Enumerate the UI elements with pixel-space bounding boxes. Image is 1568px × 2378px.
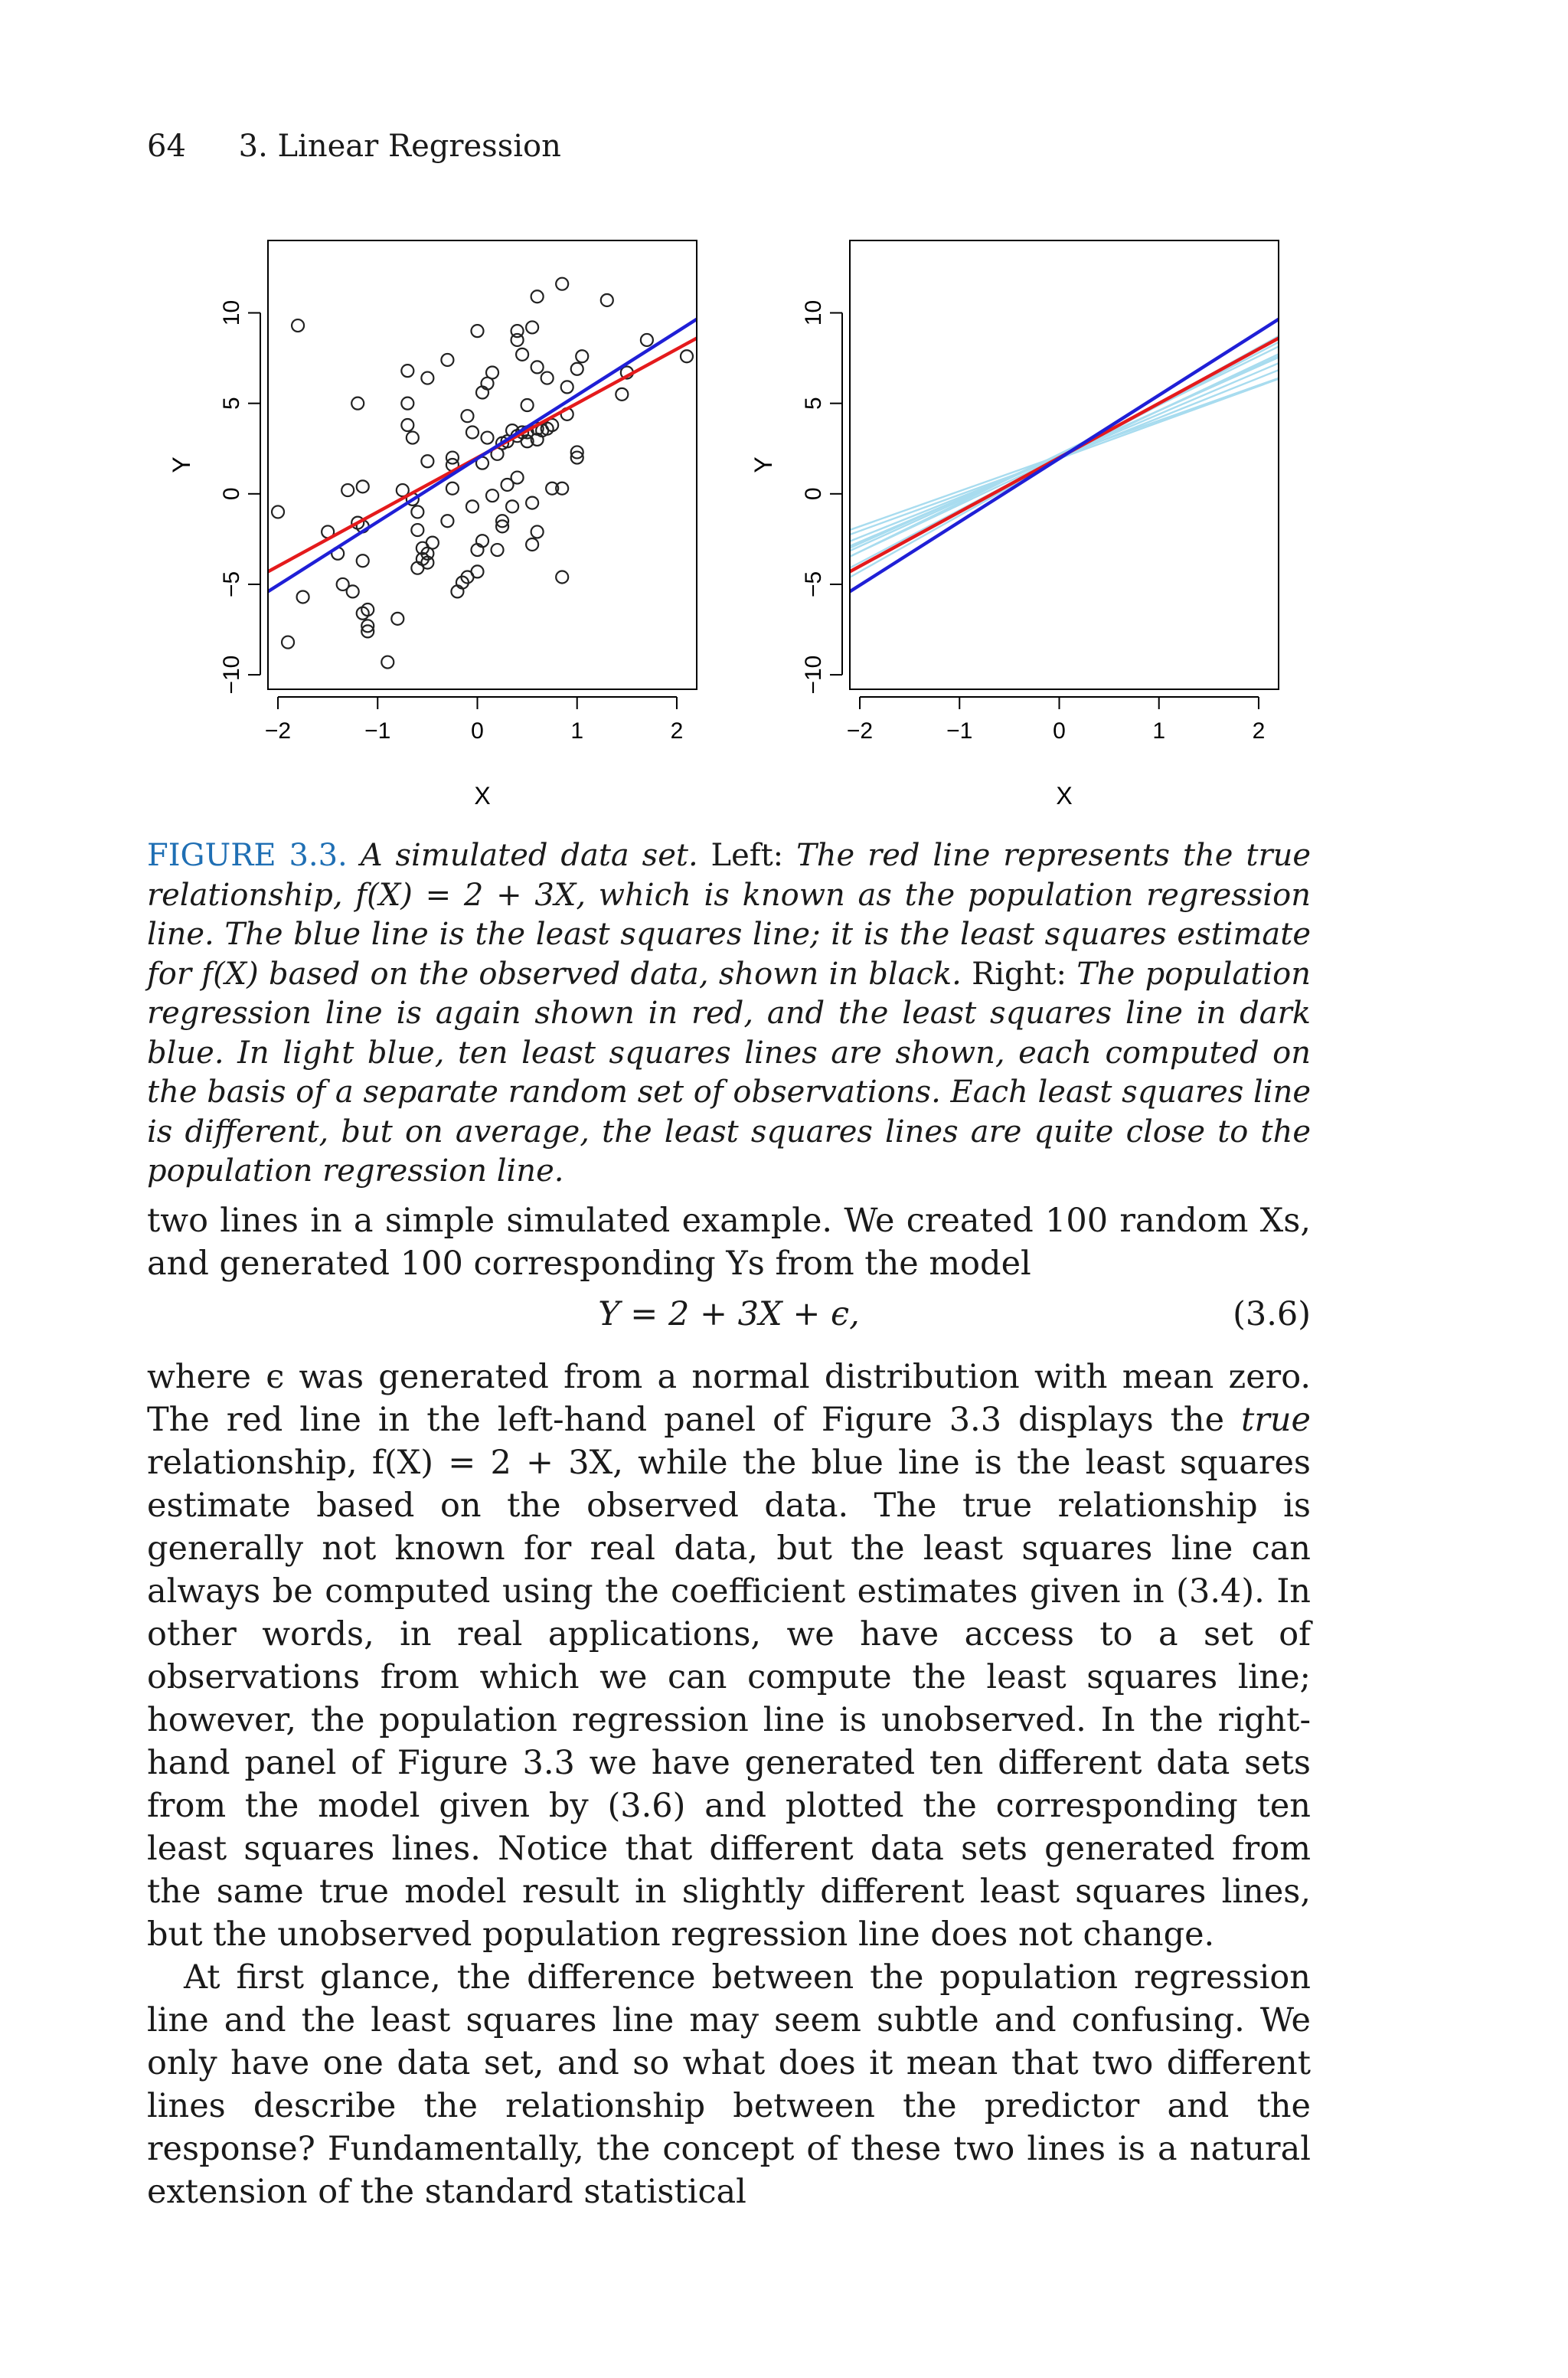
paragraph-2-emphasis: true xyxy=(1241,1401,1311,1439)
data-point xyxy=(461,410,473,422)
data-point xyxy=(297,590,309,603)
x-tick-label: −1 xyxy=(946,718,973,744)
data-point xyxy=(526,497,538,509)
chapter-title: 3. Linear Regression xyxy=(238,129,561,164)
data-point xyxy=(401,365,413,377)
data-point xyxy=(556,571,568,584)
x-tick-label: −1 xyxy=(364,718,391,744)
equation-3-6 xyxy=(147,1293,1311,1337)
data-point xyxy=(357,554,369,567)
y-tick-label: −10 xyxy=(219,655,244,695)
equation-number: (3.6) xyxy=(1233,1295,1311,1333)
data-point xyxy=(357,480,369,492)
caption-part: Right: xyxy=(961,956,1077,992)
data-point xyxy=(511,334,524,346)
data-point xyxy=(641,334,653,346)
data-point xyxy=(426,537,439,549)
data-point xyxy=(466,426,479,438)
data-point xyxy=(486,366,498,378)
data-point xyxy=(471,325,483,337)
data-point xyxy=(282,636,294,649)
data-point xyxy=(347,585,359,597)
data-point xyxy=(351,397,364,410)
page-number: 64 xyxy=(147,129,186,164)
x-axis-label: X xyxy=(474,782,491,810)
y-tick-label: 0 xyxy=(219,487,244,501)
data-point xyxy=(506,500,518,512)
data-point xyxy=(531,361,544,373)
left-panel-plot xyxy=(145,222,712,819)
data-point xyxy=(516,348,528,361)
paragraph-2 xyxy=(147,1356,1311,1956)
running-head xyxy=(147,129,561,164)
data-point xyxy=(616,388,628,401)
plot-area xyxy=(850,319,1279,592)
data-point xyxy=(482,432,494,444)
data-point xyxy=(446,452,459,464)
y-tick-label: 5 xyxy=(219,397,244,411)
data-point xyxy=(421,455,433,467)
plot-frame xyxy=(268,240,697,689)
least-squares-line xyxy=(268,319,697,592)
data-point xyxy=(272,505,284,518)
data-point xyxy=(531,290,544,303)
data-point xyxy=(541,372,554,384)
y-axis-label: Y xyxy=(750,456,777,473)
x-axis-label: X xyxy=(1056,782,1073,810)
paragraph-3: At first glance, the difference between the population regression line and the least squares line may seem subtle and confusing. We only have one data set, and so what does it mean that two different lines describe the relationship between the predictor and the response? Fundamentally, the concept of these two lines is a natural extension of the standard statistical xyxy=(147,1958,1311,2211)
caption-part xyxy=(348,838,361,873)
data-point xyxy=(381,656,394,669)
x-tick-label: 1 xyxy=(1152,718,1166,744)
y-tick-label: −5 xyxy=(219,571,244,598)
data-point xyxy=(471,565,483,577)
paragraph-1: two lines in a simple simulated example. We created 100 random Xs, and generated 100 corresponding Ys from the model xyxy=(147,1202,1311,1283)
data-point xyxy=(681,350,693,362)
data-point xyxy=(401,397,413,410)
data-point xyxy=(411,505,423,518)
data-point xyxy=(571,363,583,375)
y-tick-label: −10 xyxy=(801,655,826,695)
data-point xyxy=(492,544,504,556)
caption-part: Left: xyxy=(697,838,797,873)
least-squares-line xyxy=(850,319,1279,592)
data-point xyxy=(401,419,413,431)
data-point xyxy=(407,432,419,444)
data-point xyxy=(441,354,453,366)
x-tick-label: −2 xyxy=(264,718,292,744)
y-tick-label: −5 xyxy=(801,571,826,598)
x-tick-label: 0 xyxy=(1053,718,1066,744)
data-point xyxy=(486,489,498,502)
x-tick-label: 0 xyxy=(471,718,484,744)
right-panel-plot xyxy=(727,222,1294,819)
paragraph-2-b: relationship, f(X) = 2 + 3X, while the blue line is the least squares estimate based on the observed data. The true relationship is generally not known for real data, but the least squares line can always be computed using the coefficient estimates given in (3.4). In other words, in real applications, we have access to a set of observations from which we can compute the least squares line; however, the population regression line is unobserved. In the right-hand panel of Figure 3.3 we have generated ten different data sets from the model given by (3.6) and plotted the corresponding ten least squares lines. Notice that different data sets generated from the same true model result in slightly different least squares lines, but the unobserved population regression line does not change. xyxy=(147,1444,1311,1954)
data-point xyxy=(466,500,479,512)
y-tick-label: 0 xyxy=(801,487,826,501)
x-tick-label: 2 xyxy=(1252,718,1266,744)
caption-part: The red line represents the true relationship, f(X) = 2 + 3X, which is known as the population regression line. The blue line is the least squares line; it is the least squares estimate for f(X) based on the observed data, shown in black. xyxy=(147,838,1312,992)
plot-frame xyxy=(850,240,1279,689)
data-point xyxy=(341,484,354,496)
data-point xyxy=(421,372,433,384)
data-point xyxy=(601,294,613,306)
y-axis-label: Y xyxy=(168,456,195,473)
data-point xyxy=(526,321,538,333)
data-point xyxy=(531,525,544,538)
caption-part: A simulated data set. xyxy=(360,838,698,873)
data-point xyxy=(556,278,568,290)
y-tick-label: 10 xyxy=(219,299,244,326)
data-point xyxy=(292,319,304,332)
plot-area xyxy=(268,278,697,669)
y-tick-label: 5 xyxy=(801,397,826,411)
data-point xyxy=(411,524,423,536)
figure-label: FIGURE 3.3. xyxy=(147,838,348,873)
data-point xyxy=(576,350,588,362)
equation-text: Y = 2 + 3X + ϵ, xyxy=(598,1295,860,1333)
x-tick-label: −2 xyxy=(846,718,874,744)
data-point xyxy=(391,613,403,625)
data-point xyxy=(521,399,534,411)
data-point xyxy=(446,482,459,495)
data-point xyxy=(561,381,573,393)
figure-caption xyxy=(147,836,1311,1192)
data-point xyxy=(441,515,453,527)
paragraph-2-a: where ϵ was generated from a normal distribution with mean zero. The red line in the left-hand panel of Figure 3.3 displays the xyxy=(147,1358,1311,1439)
body-text xyxy=(147,1199,1311,2213)
data-point xyxy=(511,472,524,484)
light-ls-line xyxy=(850,358,1279,548)
caption-part: The population regression line is again shown in red, and the least squares line in dark blue. In light blue, ten least squares lines are shown, each computed on the basis of a separate random set of observations. Each least squares line is different, but on average, the least squares lines are quite close to the population regression line. xyxy=(147,956,1312,1189)
y-tick-label: 10 xyxy=(801,299,826,326)
x-tick-label: 1 xyxy=(570,718,584,744)
x-tick-label: 2 xyxy=(670,718,684,744)
data-point xyxy=(526,538,538,551)
